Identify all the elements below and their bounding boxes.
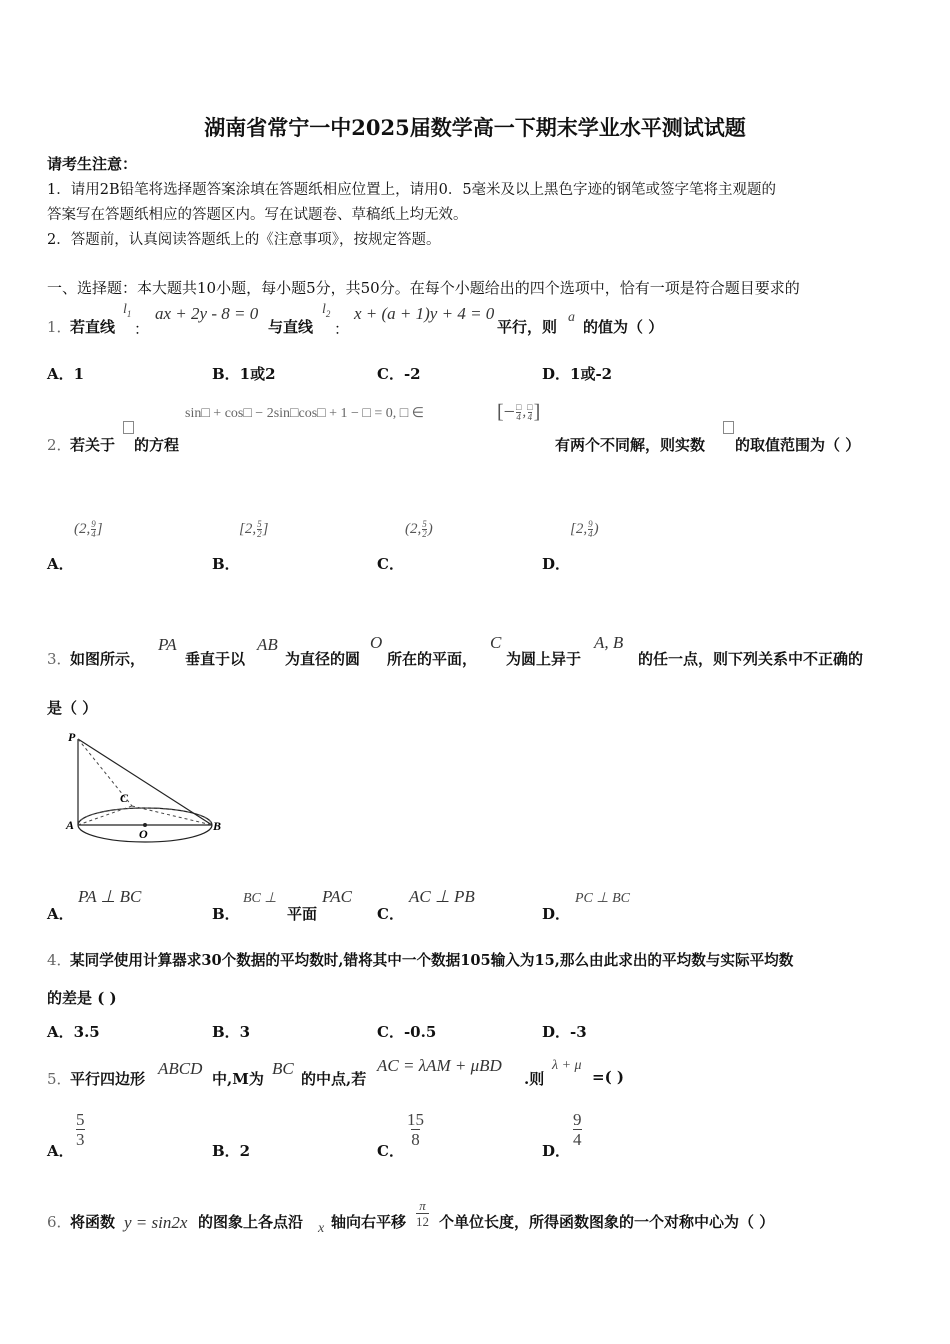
q1-text-1: 若直线 <box>70 318 116 336</box>
q3-option-a-label[interactable]: A． <box>47 905 74 923</box>
q5-text-3: 的中点,若 <box>301 1070 367 1088</box>
notice-line-1a: 1．请用2B铅笔将选择题答案涂填在答题纸相应位置上，请用0．5毫米及以上黑色字迹的钢笔或签字笔将主观题的 <box>47 182 777 198</box>
q4-option-d[interactable]: D．-3 <box>542 1023 587 1041</box>
q3-text-6: 的任一点，则下列关系中不正确的 <box>638 650 864 668</box>
q3-text-3: 为直径的圆 <box>285 650 361 668</box>
q3-c: C <box>490 633 502 652</box>
q3-segment-ac <box>78 806 132 825</box>
q3-o: O <box>370 633 383 652</box>
q2-variable-box-1 <box>123 421 134 434</box>
q4-text-2: 的差是 ( ) <box>47 989 117 1007</box>
q1-var-a: a <box>568 310 575 325</box>
q3-a-b: A, B <box>594 633 624 652</box>
q3-text-4: 所在的平面， <box>387 650 478 668</box>
q2-interval: [− □ 4 , □ 4 ] <box>497 401 541 423</box>
q6-number: 6． <box>47 1213 72 1231</box>
q2-option-b-label[interactable]: B． <box>212 555 240 573</box>
q5-number: 5． <box>47 1070 72 1088</box>
q2-option-a-label[interactable]: A． <box>47 555 74 573</box>
q1-colon-1: ： <box>134 320 150 338</box>
page-title: 湖南省常宁一中2025届数学高一下期末学业水平测试试题 <box>204 115 746 140</box>
q3-option-d-expr[interactable]: PC ⊥ BC <box>575 891 630 906</box>
section-heading: 一、选择题：本大题共10小题，每小题5分，共50分。在每个小题给出的四个选项中，恰有一项是符合题目要求的 <box>47 279 800 297</box>
q2-text-4: 的取值范围为（ ） <box>735 436 861 454</box>
q2-option-b-value[interactable]: [2, 5 2 ] <box>239 519 269 539</box>
q6-text-2: 的图象上各点沿 <box>198 1213 304 1231</box>
q5-option-c-fraction[interactable]: $\frac{15}{8}$ <box>407 1110 424 1149</box>
q3-ab: AB <box>257 635 278 654</box>
q6-text-1: 将函数 <box>70 1213 116 1231</box>
q5-option-a-fraction[interactable]: $\frac{5}{3}$ <box>76 1110 85 1149</box>
q1-l2: $l_2$ <box>322 302 331 319</box>
q5-text-2: 中,M为 <box>212 1070 264 1088</box>
q5-lambda-mu: λ + μ <box>552 1058 582 1073</box>
q3-label-a: A <box>66 818 75 832</box>
q3-label-c: C <box>120 791 129 805</box>
q3-option-c-expr[interactable]: AC ⊥ PB <box>409 887 475 906</box>
q5-abcd: ABCD <box>158 1059 203 1078</box>
q3-circle-upper-dashed <box>78 808 212 825</box>
q5-text-1: 平行四边形 <box>70 1070 146 1088</box>
q2-number: 2． <box>47 436 72 454</box>
q3-option-b-expr[interactable]: BC ⊥ <box>243 891 277 906</box>
q1-option-c[interactable]: C．-2 <box>377 365 421 383</box>
notice-heading: 请考生注意： <box>47 155 138 173</box>
q6-text-4: 个单位长度，所得函数图象的一个对称中心为（ ） <box>439 1213 775 1231</box>
q3-number: 3． <box>47 650 72 668</box>
q3-figure <box>60 727 235 852</box>
q3-pa: PA <box>158 635 177 654</box>
q2-text-1: 若关于 <box>70 436 116 454</box>
q4-option-b[interactable]: B．3 <box>212 1023 251 1041</box>
q1-equation-2: x + (a + 1)y + 4 = 0 <box>354 304 495 323</box>
notice-line-1b: 答案写在答题纸相应的答题区内。写在试题卷、草稿纸上均无效。 <box>47 207 468 223</box>
q3-label-b: B <box>213 819 222 833</box>
q3-text-5: 为圆上异于 <box>506 650 582 668</box>
q3-label-p: P <box>68 730 76 744</box>
q1-text-4: 的值为（ ） <box>583 318 664 336</box>
q2-option-c-label[interactable]: C． <box>377 555 404 573</box>
q3-text-2: 垂直于以 <box>185 650 246 668</box>
q5-option-d-fraction[interactable]: $\frac{9}{4}$ <box>573 1110 582 1149</box>
notice-line-2: 2．答题前，认真阅读答题纸上的《注意事项》，按规定答题。 <box>47 232 441 248</box>
q1-colon-2: ： <box>334 320 350 338</box>
q1-option-d[interactable]: D．1或-2 <box>542 365 613 383</box>
q2-option-d-value[interactable]: [2, 9 4 ) <box>570 519 599 539</box>
q2-equation: sin□ + cos□ − 2sin□cos□ + 1 − □ = 0, □ ∈ <box>185 406 424 421</box>
q5-option-a-label[interactable]: A． <box>47 1142 74 1160</box>
q1-text-3: 平行，则 <box>497 318 558 336</box>
q3-segment-pb <box>78 739 212 825</box>
q1-l1: $l_1$ <box>123 302 132 319</box>
q6-function: y = sin2x <box>124 1213 188 1232</box>
q1-option-a[interactable]: A．1 <box>47 365 85 383</box>
q3-option-a-expr[interactable]: PA ⊥ BC <box>78 887 142 906</box>
q5-bc: BC <box>272 1059 294 1078</box>
q1-text-2: 与直线 <box>268 318 314 336</box>
q5-option-d-label[interactable]: D． <box>542 1142 571 1160</box>
q5-text-5: =( ) <box>592 1068 624 1086</box>
q1-option-b[interactable]: B．1或2 <box>212 365 276 383</box>
q4-option-a[interactable]: A．3.5 <box>47 1023 100 1041</box>
q3-option-b-suffix: 平面 <box>287 905 318 923</box>
q3-option-b-label[interactable]: B． <box>212 905 240 923</box>
q5-option-b[interactable]: B．2 <box>212 1142 251 1160</box>
q2-text-2: 的方程 <box>134 436 180 454</box>
q5-equation: AC = λAM + μBD <box>377 1056 502 1075</box>
q3-option-d-label[interactable]: D． <box>542 905 571 923</box>
q2-option-d-label[interactable]: D． <box>542 555 571 573</box>
q3-text-1: 如图所示， <box>70 650 146 668</box>
q1-equation-1: ax + 2y - 8 = 0 <box>155 304 259 323</box>
q3-option-c-label[interactable]: C． <box>377 905 404 923</box>
q5-text-4: .则 <box>524 1070 545 1088</box>
q6-pi-fraction: $\frac{\pi}{12}$ <box>416 1198 429 1229</box>
q4-option-c[interactable]: C．-0.5 <box>377 1023 437 1041</box>
q2-option-a-value[interactable]: (2, 9 4 ] <box>74 519 103 539</box>
q3-text-7: 是（ ） <box>47 699 98 717</box>
q6-x: x <box>318 1221 325 1236</box>
q5-option-c-label[interactable]: C． <box>377 1142 404 1160</box>
q3-option-b-expr-2: PAC <box>322 887 352 906</box>
q2-variable-box-2 <box>723 421 734 434</box>
q3-label-o: O <box>139 827 148 841</box>
q6-text-3: 轴向右平移 <box>331 1213 407 1231</box>
q2-text-3: 有两个不同解，则实数 <box>555 436 706 454</box>
q4-number: 4． <box>47 951 72 969</box>
q2-option-c-value[interactable]: (2, 5 2 ) <box>405 519 433 539</box>
q1-number: 1． <box>47 318 72 336</box>
q4-text-1: 某同学使用计算器求30个数据的平均数时,错将其中一个数据105输入为15,那么由此求出的平均数与实际平均数 <box>70 952 794 969</box>
